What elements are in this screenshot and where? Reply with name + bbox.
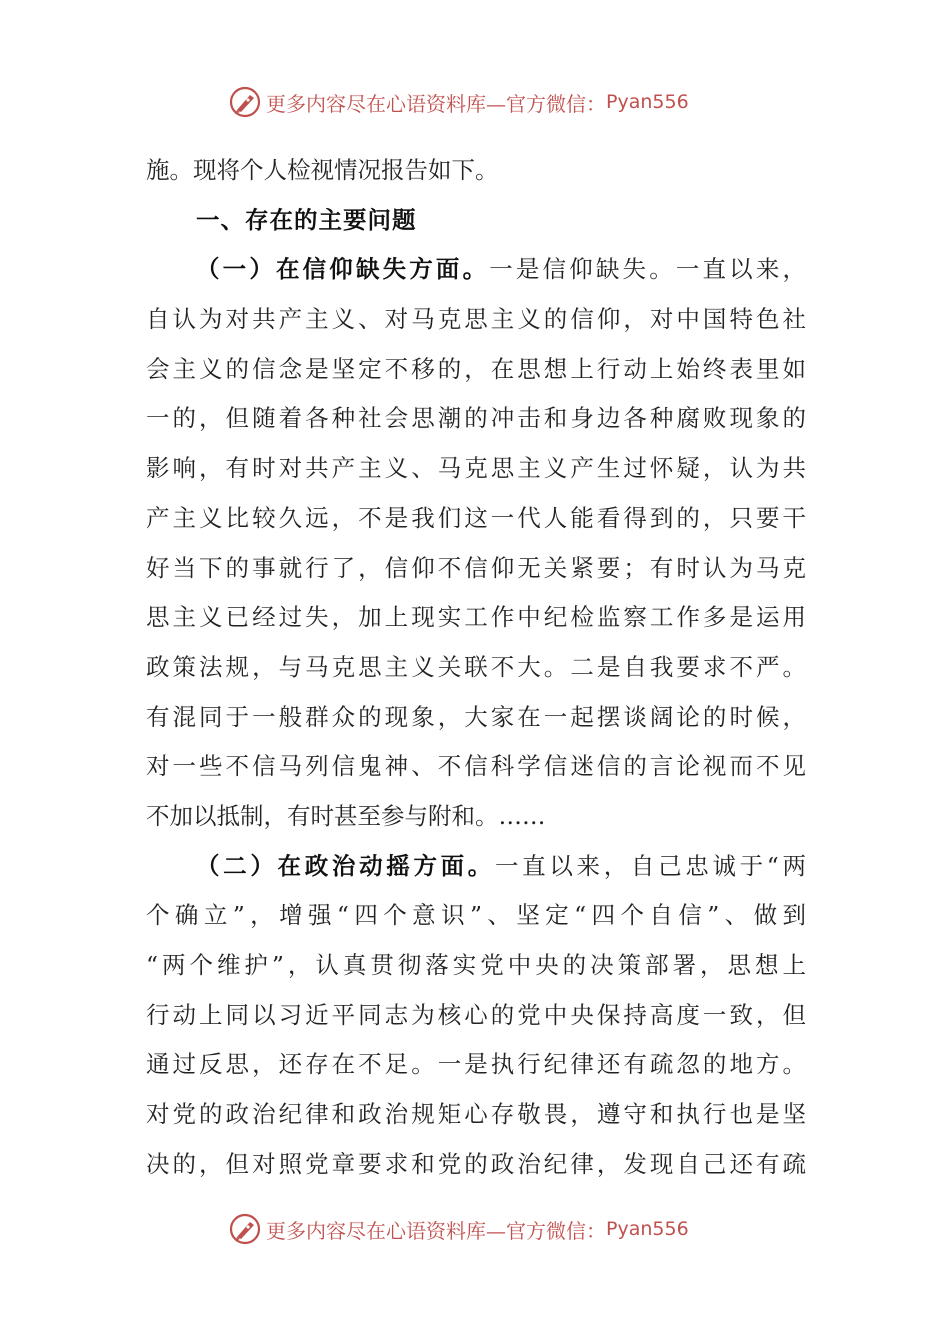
pen-nib-circle-icon	[228, 85, 262, 119]
paragraph-line: 自认为对共产主义、对马克思主义的信仰，对中国特色社	[146, 305, 806, 334]
paragraph-text: 一是信仰缺失。一直以来，	[489, 255, 806, 284]
paragraph-line: 会主义的信念是坚定不移的，在思想上行动上始终表里如	[146, 354, 806, 383]
paragraph-line: 政策法规，与马克思主义关联不大。二是自我要求不严。	[146, 652, 806, 681]
paragraph-line: 行动上同以习近平同志为核心的党中央保持高度一致，但	[146, 1000, 806, 1029]
paragraph-first-line	[146, 245, 806, 295]
intro-line: 施。现将个人检视情况报告如下。	[146, 156, 499, 184]
paragraph-belief	[146, 245, 806, 841]
footer-watermark-banner	[228, 1209, 748, 1249]
paragraph-political	[146, 842, 806, 1190]
paragraph-title: （一）在信仰缺失方面。	[196, 255, 490, 284]
paragraph-line: 有混同于一般群众的现象，大家在一起摆谈阔论的时候，	[146, 702, 806, 731]
paragraph-line: 个确立”，增强“四个意识”、坚定“四个自信”、做到	[146, 901, 806, 930]
paragraph-line: 对党的政治纪律和政治规矩心存敬畏，遵守和执行也是坚	[146, 1100, 806, 1129]
banner-wechat-id: Pyan556	[606, 91, 689, 113]
header-watermark-banner	[228, 82, 748, 122]
paragraph-text: 一直以来，自己忠诚于“两	[495, 851, 806, 880]
pen-nib-circle-icon	[228, 1212, 262, 1246]
banner-text: 更多内容尽在心语资料库—官方微信：	[266, 91, 606, 116]
paragraph-line: 思主义已经过失，加上现实工作中纪检监察工作多是运用	[146, 603, 806, 632]
paragraph-line: 产主义比较久远，不是我们这一代人能看得到的，只要干	[146, 503, 806, 532]
section-heading: 一、存在的主要问题	[196, 205, 417, 234]
paragraph-line: “两个维护”，认真贯彻落实党中央的决策部署，思想上	[146, 951, 806, 979]
document-body	[146, 146, 806, 1189]
paragraph-line: 不加以抵制，有时甚至参与附和。……	[146, 801, 546, 830]
banner-text: 更多内容尽在心语资料库—官方微信：	[266, 1218, 606, 1243]
paragraph-line: 通过反思，还存在不足。一是执行纪律还有疏忽的地方。	[146, 1050, 806, 1079]
paragraph-line: 好当下的事就行了，信仰不信仰无关紧要；有时认为马克	[146, 553, 806, 582]
paragraph-line: 一的，但随着各种社会思潮的冲击和身边各种腐败现象的	[146, 404, 806, 433]
paragraph-line: 对一些不信马列信鬼神、不信科学信迷信的言论视而不见	[146, 752, 806, 781]
paragraph-line: 决的，但对照党章要求和党的政治纪律，发现自己还有疏	[146, 1149, 806, 1178]
banner-wechat-id: Pyan556	[606, 1218, 689, 1240]
paragraph-line: 影响，有时对共产主义、马克思主义产生过怀疑，认为共	[146, 454, 806, 483]
paragraph-first-line	[146, 842, 806, 892]
paragraph-title: （二）在政治动摇方面。	[196, 851, 495, 880]
